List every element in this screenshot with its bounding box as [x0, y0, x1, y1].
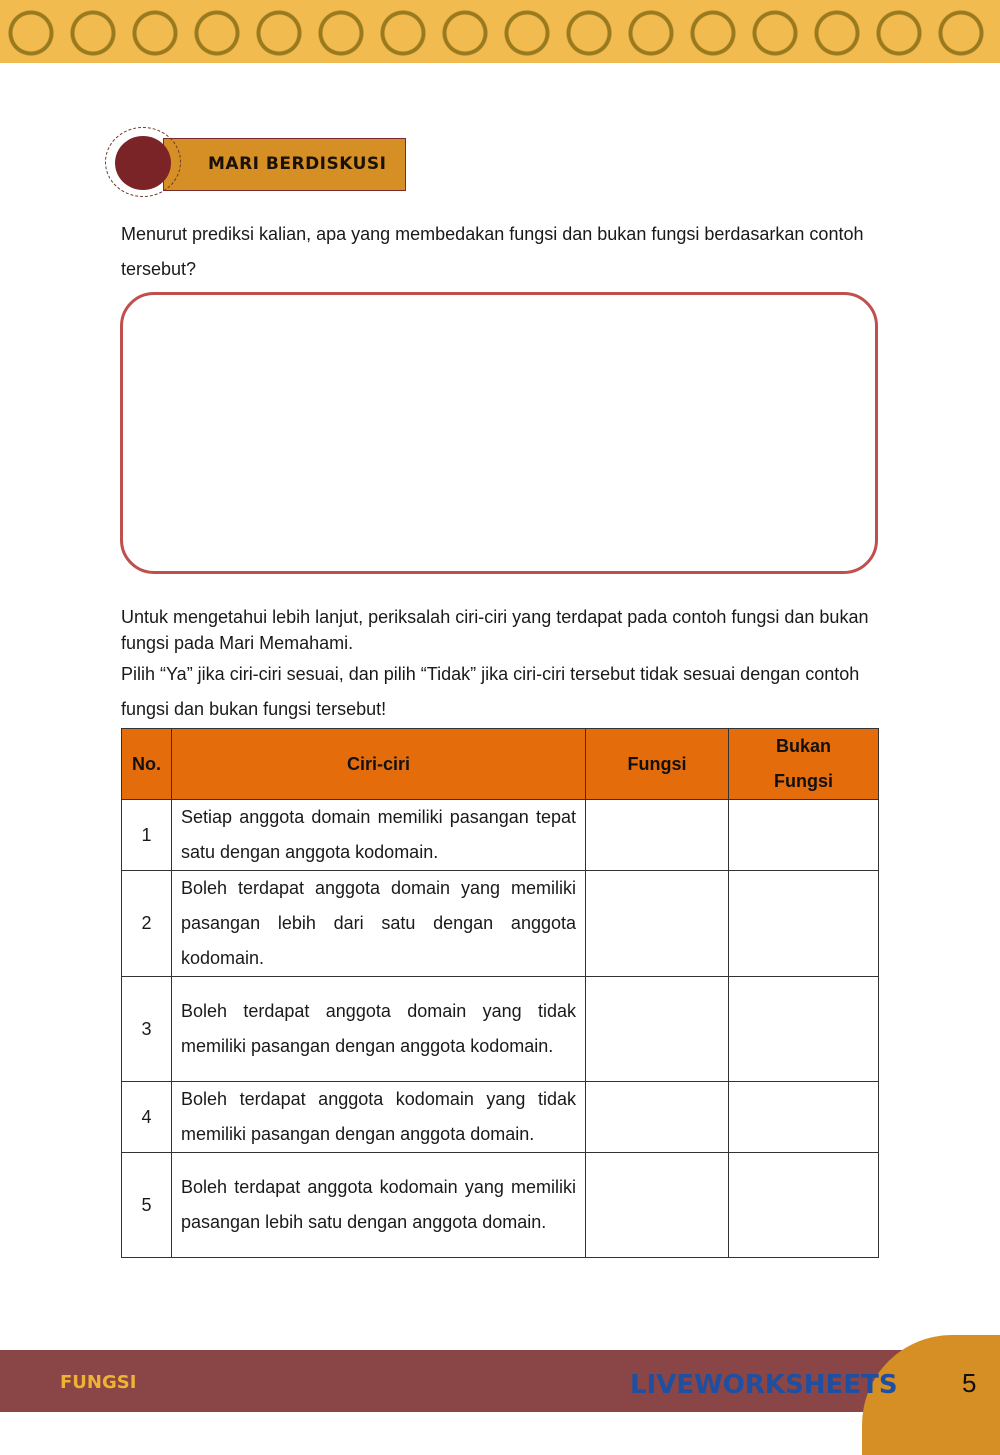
batik-banner [0, 0, 1000, 63]
heading-circle [115, 136, 171, 190]
not-function-answer-cell[interactable] [729, 871, 879, 977]
header-no: No. [122, 729, 172, 800]
row-criteria: Boleh terdapat anggota kodomain yang tidak memiliki pasangan dengan anggota domain. [172, 1082, 586, 1153]
table-row [122, 1153, 879, 1258]
page-number: 5 [962, 1368, 977, 1398]
function-answer-cell[interactable] [586, 977, 729, 1082]
section-heading [103, 126, 408, 198]
not-function-answer-cell[interactable] [729, 977, 879, 1082]
criteria-table [121, 728, 879, 1258]
liveworksheets-logo: LIVEWORKSHEETS [630, 1370, 898, 1400]
function-answer-cell[interactable] [586, 871, 729, 977]
row-criteria: Boleh terdapat anggota domain yang tidak memiliki pasangan dengan anggota kodomain. [172, 977, 586, 1082]
row-criteria: Setiap anggota domain memiliki pasangan tepat satu dengan anggota kodomain. [172, 800, 586, 871]
row-number: 2 [122, 871, 172, 977]
header-criteria: Ciri-ciri [172, 729, 586, 800]
footer-title: FUNGSI [60, 1372, 137, 1393]
question-text: Menurut prediksi kalian, apa yang membedakan fungsi dan bukan fungsi berdasarkan contoh tersebut? [121, 224, 864, 279]
function-answer-cell[interactable] [586, 800, 729, 871]
heading-title: MARI BERDISKUSI [208, 154, 387, 174]
row-number: 1 [122, 800, 172, 871]
header-not-function: Bukan Fungsi [729, 729, 879, 800]
row-number: 5 [122, 1153, 172, 1258]
not-function-answer-cell[interactable] [729, 1153, 879, 1258]
answer-box[interactable] [120, 292, 878, 574]
header-function: Fungsi [586, 729, 729, 800]
not-function-answer-cell[interactable] [729, 1082, 879, 1153]
row-number: 4 [122, 1082, 172, 1153]
instruction-text-1: Untuk mengetahui lebih lanjut, periksalah ciri-ciri yang terdapat pada contoh fungsi dan bukan fungsi pada Mari Memahami. [121, 607, 869, 653]
row-criteria: Boleh terdapat anggota kodomain yang memiliki pasangan lebih satu dengan anggota domain. [172, 1153, 586, 1258]
instruction-text-2: Pilih “Ya” jika ciri-ciri sesuai, dan pilih “Tidak” jika ciri-ciri tersebut tidak sesuai dengan contoh fungsi dan bukan fungsi tersebut! [121, 664, 860, 719]
row-criteria: Boleh terdapat anggota domain yang memiliki pasangan lebih dari satu dengan anggota kodomain. [172, 871, 586, 977]
table-row [122, 800, 879, 871]
row-number: 3 [122, 977, 172, 1082]
function-answer-cell[interactable] [586, 1082, 729, 1153]
table-row [122, 871, 879, 977]
function-answer-cell[interactable] [586, 1153, 729, 1258]
table-row [122, 1082, 879, 1153]
not-function-answer-cell[interactable] [729, 800, 879, 871]
table-row [122, 977, 879, 1082]
table-header [122, 729, 879, 800]
